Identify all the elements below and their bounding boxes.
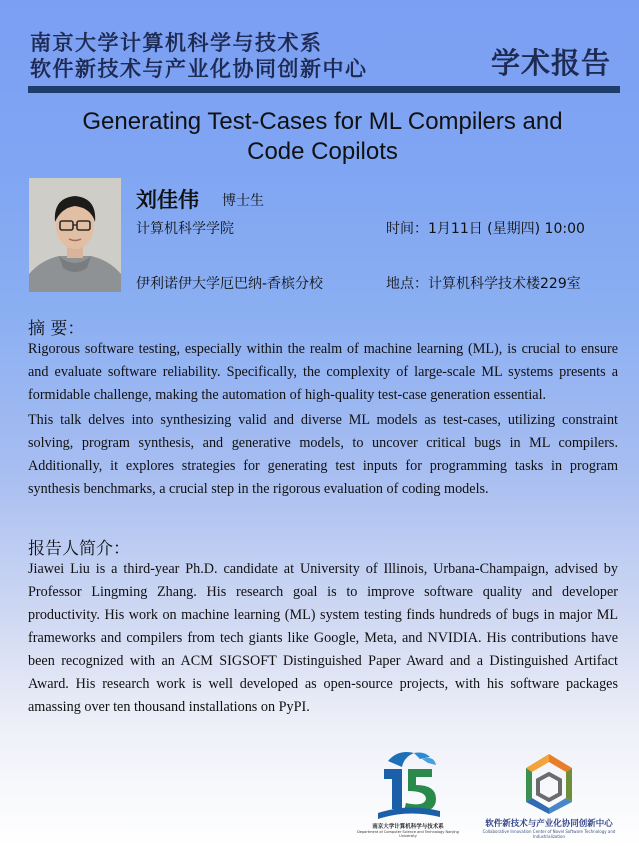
talk-title-line1: Generating Test-Cases for ML Compilers and <box>82 108 563 135</box>
speaker-affiliation: 伊利诺伊大学厄巴纳-香槟分校 <box>136 276 324 292</box>
host-school: 计算机科学学院 <box>136 221 234 237</box>
header-divider <box>28 86 620 93</box>
header-line-center: 软件新技术与产业化协同创新中心 <box>30 57 368 81</box>
talk-time: 时间：1月11日 (星期四) 10:00 <box>386 221 585 237</box>
collab-center-caption-en: Collaborative Innovation Center of Novel Software Technology and Industrialization <box>482 829 616 839</box>
collab-center-caption: 软件新技术与产业化协同创新中心 <box>485 819 613 829</box>
speaker-portrait-icon <box>29 178 121 292</box>
talk-title-line2: Code Copilots <box>247 138 398 165</box>
bio-heading: 报告人简介： <box>28 539 130 559</box>
nju-cs-caption: 南京大学计算机科学与技术系 <box>372 824 444 830</box>
speaker-degree: 博士生 <box>222 193 264 209</box>
abstract-paragraph-1: Rigorous software testing, especially within the realm of machine learning (ML), is crucial to ensure and evaluate software reliability. Specifically, the complexity of large-scale ML systems presents a formidable challenge, making the automation of high-quality test-case generation essential. <box>28 341 618 403</box>
nju-cs-logo-icon <box>358 745 458 825</box>
abstract-heading: 摘 要： <box>28 319 85 339</box>
speaker-photo <box>29 178 121 292</box>
talk-location: 地点：计算机科学技术楼229室 <box>386 276 581 292</box>
abstract-paragraph-2: This talk delves into synthesizing valid and diverse ML models as test-cases, utilizing constraint solving, program synthesis, and generative models, to uncover critical bugs in ML compilers. Additionally, it explores strategies for generating test inputs for programming tasks in program synthesis benchmarks, a crucial step in the rigorous evaluation of coding models. <box>28 412 618 497</box>
bio-paragraph: Jiawei Liu is a third-year Ph.D. candidate at University of Illinois, Urbana-Champaign, advised by Professor Lingming Zhang. His research goal is to improve software quality and developer productivity. His work on machine learning (ML) system testing finds hundreds of bugs in major ML frameworks and compilers from tech giants like Google, Meta, and NVIDIA. His contributions have been recognized with an ACM SIGSOFT Distinguished Paper Award and a Distinguished Artifact Award. His research work is well developed as open-source projects, with his software packages amassing over ten thousand installations on PyPI. <box>28 561 618 715</box>
speaker-name: 刘佳伟 <box>136 187 199 212</box>
nju-cs-caption-en: Department of Computer Science and Technology Nanjing University <box>357 830 459 838</box>
header-organizations <box>30 30 368 82</box>
collab-center-logo-icon <box>474 750 624 816</box>
talk-title <box>40 107 605 167</box>
header-line-department: 南京大学计算机科学与技术系 <box>30 31 323 55</box>
header-tag: 学术报告 <box>490 46 611 80</box>
